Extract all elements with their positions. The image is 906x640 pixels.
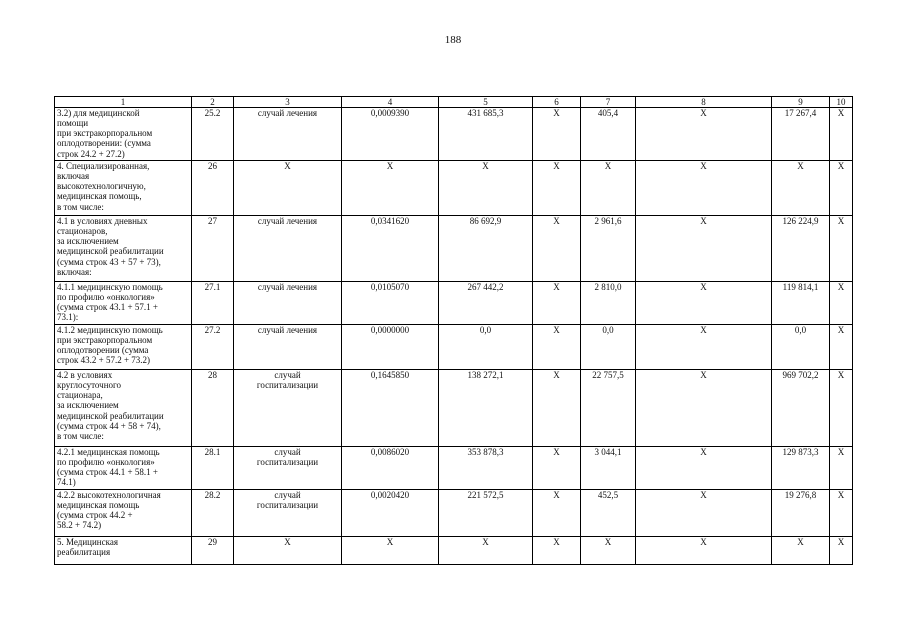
value-cell: X — [830, 447, 853, 490]
table-row — [55, 490, 853, 537]
table-row — [55, 108, 853, 161]
value-cell: X — [533, 490, 581, 537]
value-cell: X — [772, 161, 830, 216]
value-cell: X — [636, 447, 772, 490]
value-cell: 0,0 — [439, 325, 533, 370]
value-cell: X — [342, 161, 439, 216]
table-row — [55, 370, 853, 447]
row-code: 28.1 — [192, 447, 234, 490]
value-cell: X — [533, 161, 581, 216]
value-cell: 22 757,5 — [581, 370, 636, 447]
column-header: 8 — [636, 97, 772, 108]
value-cell: X — [636, 161, 772, 216]
value-cell: 3 044,1 — [581, 447, 636, 490]
column-header: 4 — [342, 97, 439, 108]
row-code: 29 — [192, 537, 234, 565]
value-cell: 2 810,0 — [581, 282, 636, 325]
table-row — [55, 282, 853, 325]
unit-cell: случай лечения — [234, 325, 342, 370]
column-header: 3 — [234, 97, 342, 108]
row-label: 4.2.1 медицинская помощь по профилю «онкология» (сумма строк 44.1 + 58.1 + 74.1) — [55, 447, 192, 490]
value-cell: 129 873,3 — [772, 447, 830, 490]
row-label: 3.2) для медицинской помощи при экстракорпоральном оплодотворении: (сумма строк 24.2 + 27.2) — [55, 108, 192, 161]
value-cell: 221 572,5 — [439, 490, 533, 537]
value-cell: X — [830, 370, 853, 447]
value-cell: 452,5 — [581, 490, 636, 537]
value-cell: X — [636, 282, 772, 325]
unit-cell: случай лечения — [234, 282, 342, 325]
value-cell: 17 267,4 — [772, 108, 830, 161]
unit-cell: случай госпитализации — [234, 490, 342, 537]
table-row — [55, 537, 853, 565]
value-cell: 0,0020420 — [342, 490, 439, 537]
row-code: 27.2 — [192, 325, 234, 370]
header-row — [55, 97, 853, 108]
value-cell: X — [636, 490, 772, 537]
row-code: 25.2 — [192, 108, 234, 161]
value-cell: 0,0009390 — [342, 108, 439, 161]
column-header: 7 — [581, 97, 636, 108]
value-cell: X — [533, 216, 581, 282]
row-label: 4.1.2 медицинскую помощь при экстракорпоральном оплодотворении (сумма строк 43.2 + 57.2 + 73.2) — [55, 325, 192, 370]
row-code: 27 — [192, 216, 234, 282]
table-row — [55, 447, 853, 490]
value-cell: 19 276,8 — [772, 490, 830, 537]
value-cell: X — [636, 108, 772, 161]
data-table — [54, 96, 853, 565]
value-cell: 0,0086020 — [342, 447, 439, 490]
row-code: 26 — [192, 161, 234, 216]
value-cell: X — [830, 325, 853, 370]
table-row — [55, 216, 853, 282]
unit-cell: случай госпитализации — [234, 447, 342, 490]
column-header: 2 — [192, 97, 234, 108]
value-cell: 0,0105070 — [342, 282, 439, 325]
value-cell: X — [581, 161, 636, 216]
value-cell: X — [533, 282, 581, 325]
table-row — [55, 325, 853, 370]
value-cell: 0,0000000 — [342, 325, 439, 370]
row-code: 28 — [192, 370, 234, 447]
unit-cell: X — [234, 537, 342, 565]
value-cell: 2 961,6 — [581, 216, 636, 282]
row-label: 4.1.1 медицинскую помощь по профилю «онкология» (сумма строк 43.1 + 57.1 + 73.1): — [55, 282, 192, 325]
value-cell: X — [533, 447, 581, 490]
row-label: 4.1 в условиях дневных стационаров, за исключением медицинской реабилитации (сумма строк 43 + 57 + 73), включая: — [55, 216, 192, 282]
value-cell: 119 814,1 — [772, 282, 830, 325]
row-label: 4. Специализированная, включая высокотехнологичную, медицинская помощь, в том числе: — [55, 161, 192, 216]
value-cell: 126 224,9 — [772, 216, 830, 282]
value-cell: 431 685,3 — [439, 108, 533, 161]
value-cell: 267 442,2 — [439, 282, 533, 325]
row-label: 4.2 в условиях круглосуточного стационара, за исключением медицинской реабилитации (сумма строк 44 + 58 + 74), в том числе: — [55, 370, 192, 447]
value-cell: 0,0341620 — [342, 216, 439, 282]
value-cell: 969 702,2 — [772, 370, 830, 447]
unit-cell: X — [234, 161, 342, 216]
column-header: 6 — [533, 97, 581, 108]
value-cell: 405,4 — [581, 108, 636, 161]
unit-cell: случай лечения — [234, 216, 342, 282]
row-label: 4.2.2 высокотехнологичная медицинская помощь (сумма строк 44.2 + 58.2 + 74.2) — [55, 490, 192, 537]
value-cell: X — [830, 216, 853, 282]
value-cell: X — [830, 108, 853, 161]
value-cell: 138 272,1 — [439, 370, 533, 447]
value-cell: X — [636, 325, 772, 370]
value-cell: X — [439, 537, 533, 565]
value-cell: X — [636, 216, 772, 282]
column-header: 9 — [772, 97, 830, 108]
value-cell: 353 878,3 — [439, 447, 533, 490]
column-header: 1 — [55, 97, 192, 108]
value-cell: X — [830, 490, 853, 537]
unit-cell: случай госпитализации — [234, 370, 342, 447]
value-cell: X — [830, 282, 853, 325]
value-cell: X — [342, 537, 439, 565]
value-cell: X — [533, 325, 581, 370]
value-cell: X — [772, 537, 830, 565]
column-header: 10 — [830, 97, 853, 108]
value-cell: 0,1645850 — [342, 370, 439, 447]
row-code: 28.2 — [192, 490, 234, 537]
value-cell: X — [533, 537, 581, 565]
value-cell: X — [830, 161, 853, 216]
value-cell: X — [636, 537, 772, 565]
value-cell: X — [830, 537, 853, 565]
value-cell: 0,0 — [772, 325, 830, 370]
value-cell: X — [533, 370, 581, 447]
value-cell: 0,0 — [581, 325, 636, 370]
page-number: 188 — [444, 34, 462, 46]
row-label: 5. Медицинская реабилитация — [55, 537, 192, 565]
value-cell: X — [439, 161, 533, 216]
value-cell: X — [533, 108, 581, 161]
unit-cell: случай лечения — [234, 108, 342, 161]
value-cell: 86 692,9 — [439, 216, 533, 282]
column-header: 5 — [439, 97, 533, 108]
row-code: 27.1 — [192, 282, 234, 325]
value-cell: X — [581, 537, 636, 565]
value-cell: X — [636, 370, 772, 447]
table-row — [55, 161, 853, 216]
